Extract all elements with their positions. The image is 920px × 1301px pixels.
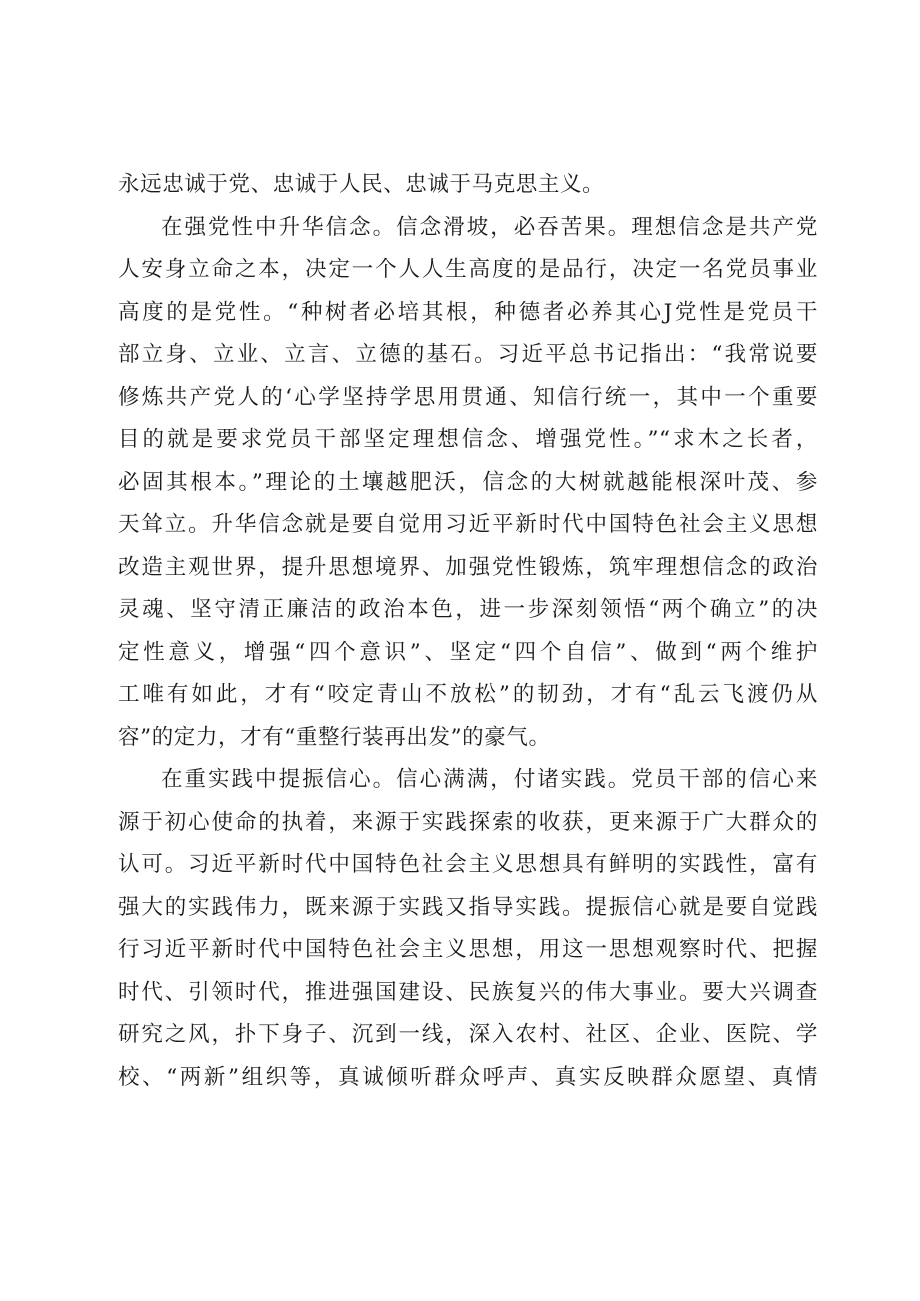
body-text	[118, 164, 818, 1099]
text-line: 部立身、立业、立言、立德的基石。习近平总书记指出：“我常说要	[118, 342, 818, 367]
text-line: 行习近平新时代中国特色社会主义思想，用这一思想观察时代、把握	[118, 937, 818, 962]
text-line: 必固其根本。”理论的土壤越肥沃，信念的大树就越能根深叶茂、参	[118, 469, 818, 495]
text-line: 人安身立命之本，决定一个人人生高度的是品行，决定一名党员事业	[118, 257, 818, 282]
paragraph	[118, 759, 818, 1099]
paragraph	[118, 164, 818, 207]
text-line: 强大的实践伟力，既来源于实践又指导实践。提振信心就是要自觉践	[118, 894, 818, 920]
text-line: 定性意义，增强“四个意识”、坚定“四个自信”、做到“两个维护	[118, 639, 818, 665]
text-line: 研究之风，扑下身子、沉到一线，深入农村、社区、企业、医院、学	[118, 1022, 818, 1047]
text-line: 永远忠诚于党、忠诚于人民、忠诚于马克思主义。	[118, 172, 605, 197]
text-line: 灵魂、坚守清正廉洁的政治本色，进一步深刻领悟“两个确立”的决	[118, 597, 818, 622]
text-line: 目的就是要求党员干部坚定理想信念、增强党性。”“求木之长者，	[118, 427, 818, 452]
text-line: 改造主观世界，提升思想境界、加强党性锻炼，筑牢理想信念的政治	[118, 554, 818, 580]
text-line: 在重实践中提振信心。信心满满，付诸实践。党员干部的信心来	[161, 767, 818, 792]
text-line: 校、“两新”组织等，真诚倾听群众呼声、真实反映群众愿望、真情	[118, 1064, 818, 1090]
text-line: 天耸立。升华信念就是要自觉用习近平新时代中国特色社会主义思想	[118, 512, 818, 537]
paragraph	[118, 207, 818, 760]
text-line: 高度的是党性。“种树者必培其根，种德者必养其心J党性是党员干	[118, 299, 818, 325]
text-line: 容”的定力，才有“重整行装再出发”的豪气。	[118, 724, 551, 750]
text-line: 时代、引领时代，推进强国建设、民族复兴的伟大事业。要大兴调查	[118, 979, 818, 1005]
text-line: 在强党性中升华信念。信念滑坡，必吞苦果。理想信念是共产党	[161, 214, 818, 240]
text-line: 工唯有如此，才有“咬定青山不放松”的韧劲，才有“乱云飞渡仍从	[118, 682, 818, 707]
text-line: 认可。习近平新时代中国特色社会主义思想具有鲜明的实践性，富有	[118, 852, 818, 877]
text-line: 源于初心使命的执着，来源于实践探索的收获，更来源于广大群众的	[118, 809, 818, 835]
text-line: 修炼共产党人的‘心学坚持学思用贯通、知信行统一，其中一个重要	[118, 384, 818, 410]
